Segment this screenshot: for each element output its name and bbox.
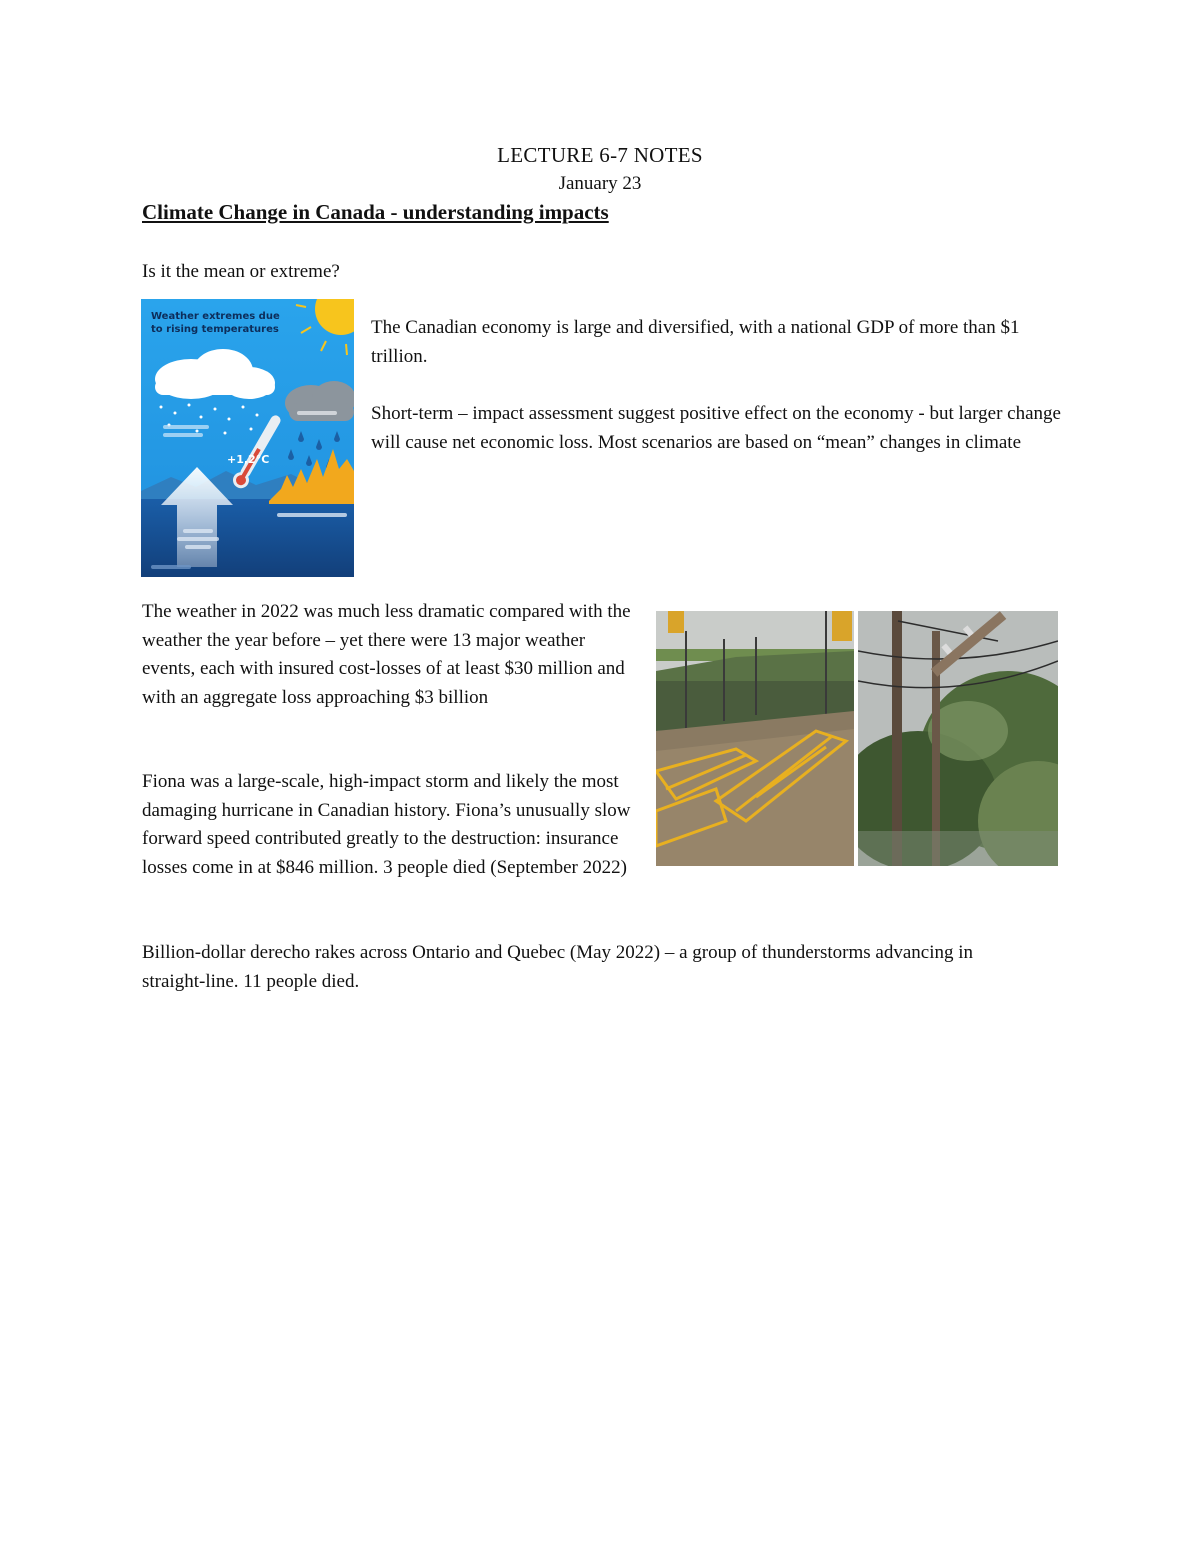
infographic-title-line2: to rising temperatures: [151, 324, 279, 335]
document-title: LECTURE 6-7 NOTES: [497, 143, 703, 167]
weather-extremes-infographic: [141, 299, 354, 577]
paragraph-derecho: Billion-dollar derecho rakes across Ontario and Quebec (May 2022) – a group of thunderstorms advancing in straight-line. 11 people died.: [142, 942, 974, 992]
flooded-street-photo: [656, 611, 854, 866]
section-heading: Climate Change in Canada - understanding impacts: [142, 200, 609, 224]
infographic-title-line1: Weather extremes due: [151, 311, 280, 322]
paragraph-economy: The Canadian economy is large and diversified, with a national GDP of more than $1 trillion.: [371, 317, 1020, 367]
document-date: January 23: [558, 173, 642, 194]
paragraph-fiona: Fiona was a large-scale, high-impact storm and likely the most damaging hurricane in Canadian history. Fiona’s unusually slow forward speed contributed greatly to the destruction: insurance losses come in at $846 million. 3 people died (September 2022): [142, 771, 631, 878]
question-text: Is it the mean or extreme?: [142, 261, 340, 282]
paragraph-weather-2022: The weather in 2022 was much less dramatic compared with the weather the year before – yet there were 13 major weather events, each with insured cost-losses of at least $30 million and with an aggregate loss approaching $3 billion: [142, 601, 631, 708]
paragraph-short-term: Short-term – impact assessment suggest positive effect on the economy - but larger change will cause net economic loss. Most scenarios are based on “mean” changes in climate: [371, 403, 1061, 453]
storm-power-pole-photo: [858, 611, 1058, 866]
infographic-temperature: +1,2°C: [227, 453, 270, 466]
